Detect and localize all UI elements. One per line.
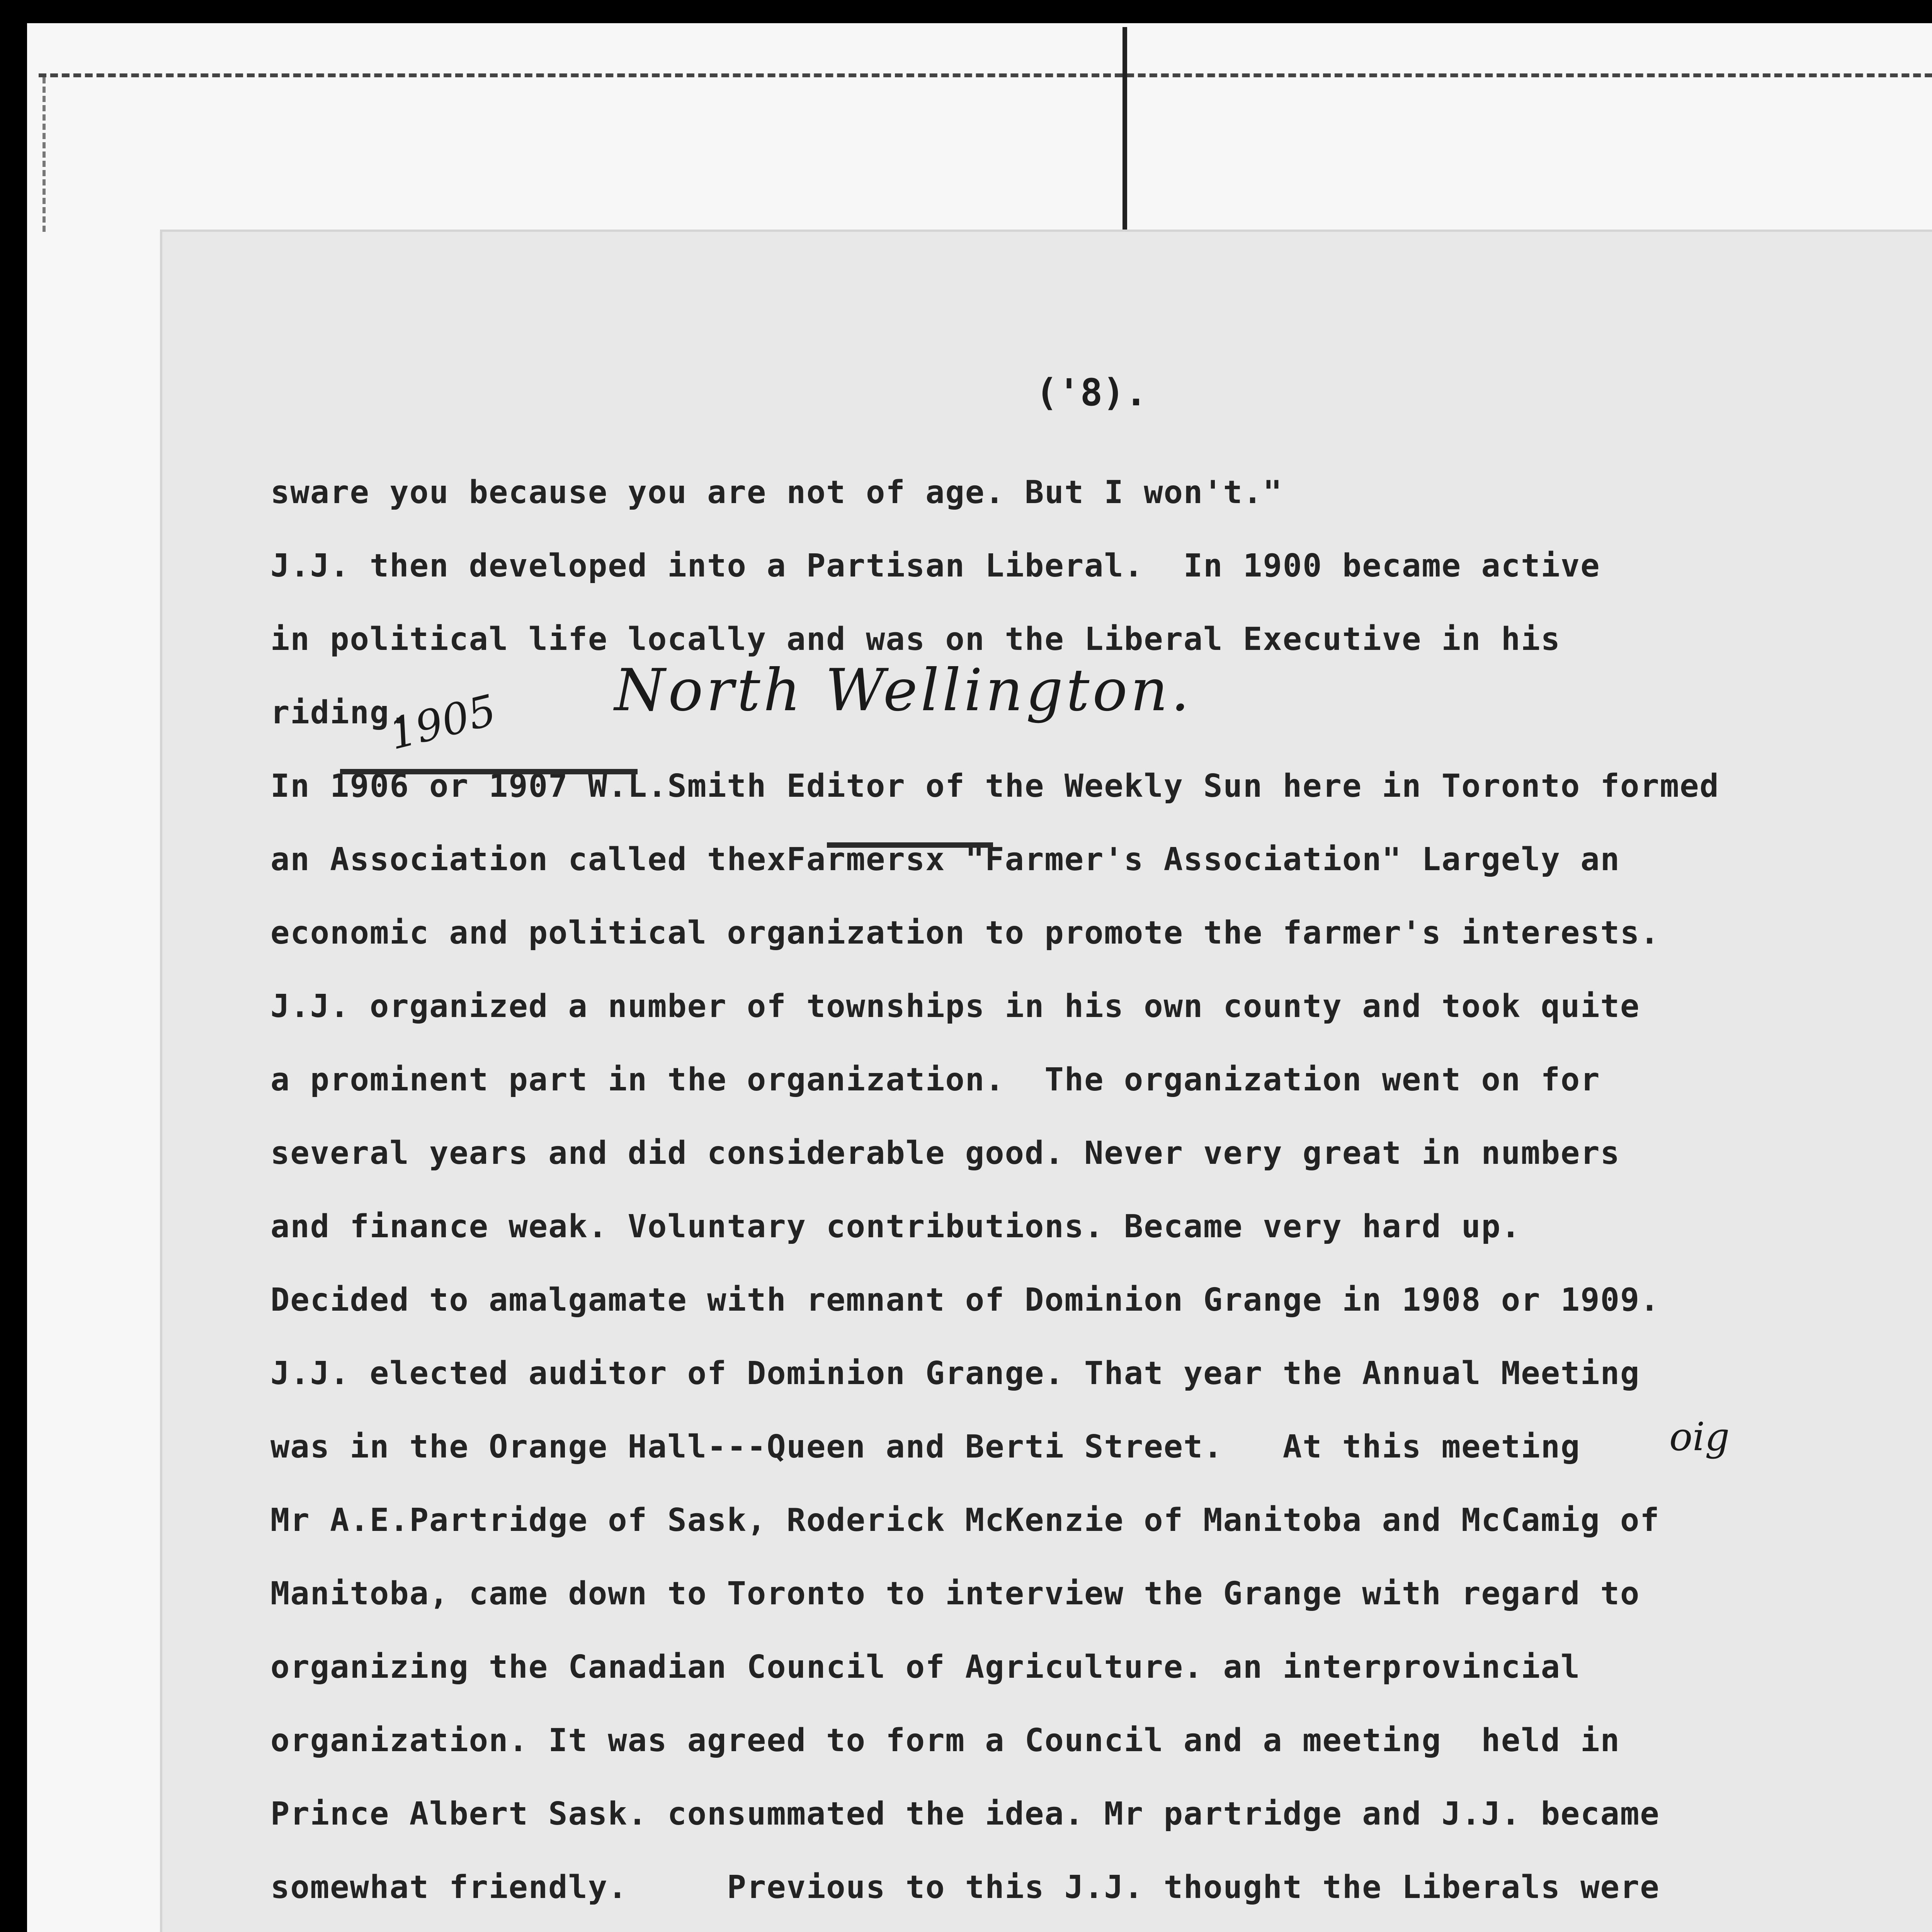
text-line: a prominent part in the organization. The organization went on for [270, 1061, 1600, 1098]
top-dashed-rule [39, 73, 1932, 77]
text-line: in political life locally and was on the Liberal Executive in his [270, 621, 1561, 658]
text-line: In 1906 or 1907 W.L.Smith Editor of the Weekly Sun here in Toronto formed [270, 768, 1719, 804]
text-line [270, 1924, 1932, 1932]
text-line: sware you because you are not of age. But I won't." [270, 474, 1283, 511]
text-line: and finance weak. Voluntary contributions. Became very hard up. [270, 1208, 1521, 1245]
text-line: Prince Albert Sask. consummated the idea. Mr partridge and J.J. became [270, 1796, 1660, 1832]
text-line: J.J. elected auditor of Dominion Grange. That year the Annual Meeting [270, 1355, 1640, 1392]
film-border-left [0, 0, 27, 1932]
text-line: J.J. then developed into a Partisan Liberal. In 1900 became active [270, 548, 1600, 584]
text-line: organization. It was agreed to form a Council and a meeting held in [270, 1722, 1621, 1759]
text-line: several years and did considerable good. Never very great in numbers [270, 1135, 1621, 1172]
text-line: somewhat friendly. Previous to this J.J. thought the Liberals were [270, 1869, 1660, 1906]
strikethrough-mark [827, 842, 993, 848]
text-line: J.J. organized a number of townships in his own county and took quite [270, 988, 1640, 1025]
page-number: ('8). [1036, 371, 1147, 414]
text-line: riding. [270, 694, 410, 731]
center-fold-line [1122, 27, 1127, 243]
text-line: Decided to amalgamate with remnant of Dominion Grange in 1908 or 1909. [270, 1282, 1660, 1318]
text-line: economic and political organization to promote the farmer's interests. [270, 915, 1660, 951]
film-border-top [0, 0, 1932, 23]
text-line: Mr A.E.Partridge of Sask, Roderick McKenzie of Manitoba and McCamig of [270, 1502, 1660, 1539]
handwritten-correction: oig [1669, 1414, 1730, 1459]
text-line: organizing the Canadian Council of Agriculture. an interprovincial [270, 1649, 1581, 1685]
left-dashed-rule [43, 77, 46, 232]
text-line: an Association called thexFarmersx "Farmer's Association" Largely an [270, 841, 1621, 878]
text-line: Manitoba, came down to Toronto to interview the Grange with regard to [270, 1575, 1640, 1612]
handwritten-year: 1905 [384, 685, 501, 759]
handwritten-place: North Wellington. [614, 657, 1192, 724]
text-line: was in the Orange Hall---Queen and Berti Street. At this meeting [270, 1429, 1581, 1465]
strikethrough-mark [340, 769, 638, 774]
